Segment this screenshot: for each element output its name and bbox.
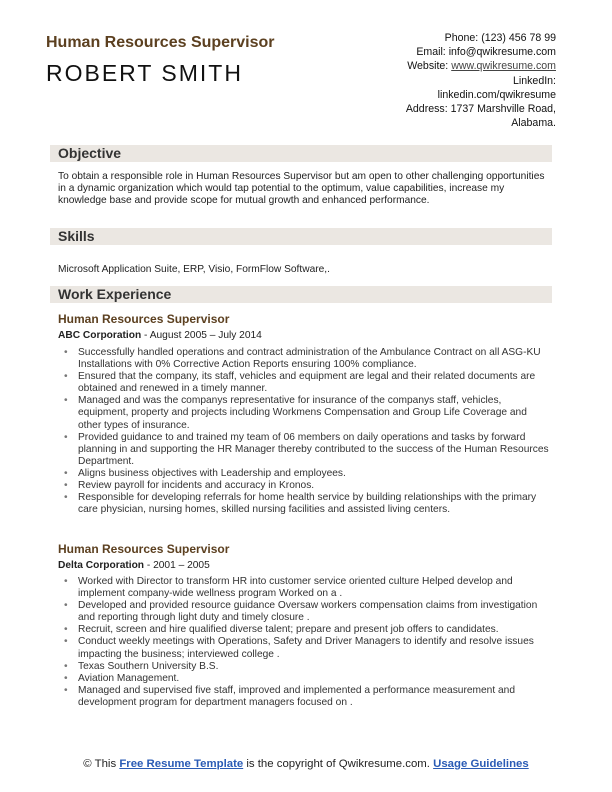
list-item: • Managed and was the companys representative for insurance of the companys staff, vehicles, equipment, property and projects including Workmens Compensation and Group Life Coverage and other types of insurance. xyxy=(58,395,552,431)
contact-block xyxy=(406,31,556,130)
contact-website xyxy=(406,59,556,73)
list-item: • Texas Southern University B.S. xyxy=(58,661,552,673)
list-item: • Aligns business objectives with Leadership and employees. xyxy=(58,468,552,480)
list-item: • Recruit, screen and hire qualified diverse talent; prepare and present job offers to candidates. xyxy=(58,624,552,636)
candidate-name: ROBERT SMITH xyxy=(46,60,243,86)
contact-email: Email: info@qwikresume.com xyxy=(416,46,556,59)
skills-text: Microsoft Application Suite, ERP, Visio, FormFlow Software,. xyxy=(58,264,330,275)
resume-header xyxy=(46,30,556,130)
contact-linkedin-label: LinkedIn: xyxy=(513,74,556,87)
work-experience-heading: Work Experience xyxy=(50,286,552,303)
job-1-company-line xyxy=(58,330,262,341)
list-item: • Managed and supervised five staff, improved and implemented a performance measurement and development program for department managers focused on . xyxy=(58,685,552,709)
free-resume-template-link[interactable]: Free Resume Template xyxy=(119,758,244,770)
job-1-dates: - August 2005 – July 2014 xyxy=(141,330,262,341)
job-2-bullets xyxy=(58,576,552,709)
job-title: Human Resources Supervisor xyxy=(46,34,275,51)
skills-heading: Skills xyxy=(50,228,552,245)
objective-heading: Objective xyxy=(50,145,552,162)
job-2-company-line xyxy=(58,560,210,571)
list-item: • Aviation Management. xyxy=(58,673,552,685)
contact-linkedin-url: linkedin.com/qwikresume xyxy=(437,88,556,101)
list-item: • Review payroll for incidents and accuracy in Kronos. xyxy=(58,480,552,492)
objective-text: To obtain a responsible role in Human Resources Supervisor but am open to other challenging opportunities in a dynamic organization which would tap potential to the optimum, value capabilities, increase my knowledge base and provide scope for mutual growth and enhanced performance. xyxy=(58,171,545,207)
job-2-company: Delta Corporation xyxy=(58,560,145,571)
copyright-footer xyxy=(0,757,612,771)
website-link[interactable]: www.qwikresume.com xyxy=(451,60,556,73)
list-item: • Ensured that the company, its staff, vehicles and equipment are legal and their related documents are obtained and renewed in a timely manner. xyxy=(58,371,552,395)
job-2-title: Human Resources Supervisor xyxy=(58,542,230,556)
contact-address-line1: Address: 1737 Marshville Road, xyxy=(405,103,556,116)
job-2-dates: - 2001 – 2005 xyxy=(144,560,210,571)
contact-phone: Phone: (123) 456 78 99 xyxy=(444,32,556,44)
footer-middle: is the copyright of Qwikresume.com. xyxy=(243,758,434,770)
list-item: • Responsible for developing referrals for home health service by building relationships with the primary care physician, nursing homes, skilled nursing facilities and assisted living centers. xyxy=(58,492,552,516)
job-1-title: Human Resources Supervisor xyxy=(58,312,230,326)
job-1-bullets xyxy=(58,347,552,516)
list-item: • Provided guidance to and trained my team of 06 members on daily operations and tasks by forward planning in and supporting the HR Manager thereby contributed to the success of the Human Resources Department. xyxy=(58,432,552,468)
job-1-company: ABC Corporation xyxy=(58,330,142,341)
list-item: • Worked with Director to transform HR into customer service oriented culture Helped develop and implement company-wide wellness program Worked on a . xyxy=(58,576,552,600)
list-item: • Developed and provided resource guidance Oversaw workers compensation claims from investigation and reporting through light duty and timely closure . xyxy=(58,600,552,624)
usage-guidelines-link[interactable]: Usage Guidelines xyxy=(433,758,529,770)
website-label: Website: xyxy=(407,60,452,73)
list-item: • Successfully handled operations and contract administration of the Ambulance Contract on all ASG-KU Installations with 0% Corrective Action Reports ensuring 100% compliance. xyxy=(58,347,552,371)
contact-address-line2: Alabama. xyxy=(511,117,556,130)
list-item: • Conduct weekly meetings with Operations, Safety and Driver Managers to identify and resolve issues impacting the business; interviewed college . xyxy=(58,636,552,660)
footer-prefix: © This xyxy=(83,758,120,770)
